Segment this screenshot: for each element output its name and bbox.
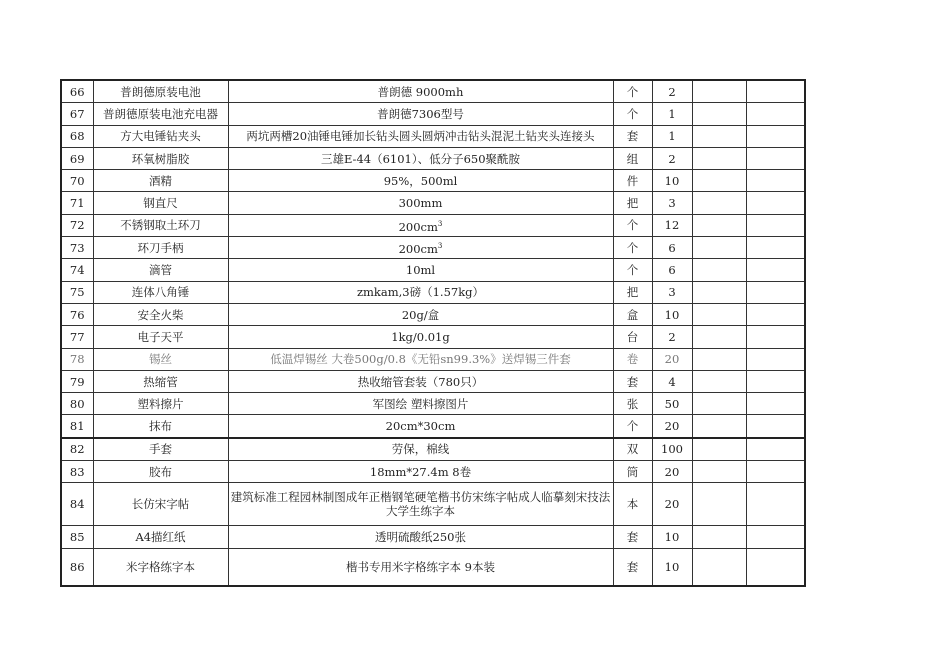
item-unit-text: 盒 <box>626 307 639 322</box>
empty-cell[interactable] <box>692 214 746 236</box>
row-number-cell[interactable] <box>61 348 93 370</box>
item-unit-text: 套 <box>626 374 639 389</box>
item-unit-cell[interactable] <box>613 303 652 325</box>
item-qty-text: 20 <box>664 419 680 434</box>
item-unit-cell[interactable] <box>613 125 652 147</box>
empty-cell[interactable] <box>692 393 746 415</box>
item-spec-cell[interactable] <box>228 348 613 370</box>
row-number-cell[interactable] <box>61 170 93 192</box>
item-qty-text: 6 <box>668 240 676 255</box>
item-qty-text: 1 <box>668 106 676 121</box>
empty-cell[interactable] <box>692 147 746 169</box>
row-number-text: 73 <box>69 240 85 255</box>
row-number-text: 86 <box>69 559 85 574</box>
table-row <box>61 237 805 259</box>
item-spec-text: 透明硫酸纸250张 <box>375 529 466 544</box>
item-spec-text: 普朗德7306型号 <box>377 106 464 121</box>
item-unit-cell[interactable] <box>613 461 652 483</box>
item-qty-cell[interactable] <box>652 415 692 438</box>
item-unit-cell[interactable] <box>613 526 652 548</box>
empty-cell[interactable] <box>692 281 746 303</box>
item-spec-text: 10ml <box>405 263 436 278</box>
item-qty-cell[interactable] <box>652 461 692 483</box>
item-name-cell[interactable] <box>93 326 228 348</box>
item-qty-cell[interactable] <box>652 125 692 147</box>
empty-cell[interactable] <box>746 192 805 214</box>
item-qty-text: 2 <box>668 84 676 99</box>
row-number-cell[interactable] <box>61 483 93 526</box>
item-name-cell[interactable] <box>93 170 228 192</box>
item-unit-cell[interactable] <box>613 393 652 415</box>
empty-cell[interactable] <box>692 237 746 259</box>
row-number-cell[interactable] <box>61 438 93 461</box>
row-number-cell[interactable] <box>61 281 93 303</box>
row-number-cell[interactable] <box>61 370 93 392</box>
item-qty-text: 2 <box>668 329 676 344</box>
empty-cell[interactable] <box>746 170 805 192</box>
table-row <box>61 438 805 461</box>
item-qty-cell[interactable] <box>652 80 692 103</box>
item-unit-text: 张 <box>626 396 639 411</box>
item-qty-text: 1 <box>668 129 676 144</box>
table-row <box>61 326 805 348</box>
empty-cell[interactable] <box>746 259 805 281</box>
row-number-text: 69 <box>69 151 85 166</box>
item-name-text: 环刀手柄 <box>137 240 184 255</box>
row-number-text: 77 <box>69 329 85 344</box>
item-unit-text: 双 <box>626 442 639 457</box>
empty-cell[interactable] <box>746 237 805 259</box>
item-unit-cell[interactable] <box>613 438 652 461</box>
item-unit-cell[interactable] <box>613 80 652 103</box>
item-unit-text: 套 <box>626 559 639 574</box>
item-spec-text: 20cm*30cm <box>385 419 456 434</box>
item-qty-cell[interactable] <box>652 214 692 236</box>
item-unit-cell[interactable] <box>613 370 652 392</box>
empty-cell[interactable] <box>746 125 805 147</box>
table-row <box>61 461 805 483</box>
item-name-cell[interactable] <box>93 526 228 548</box>
row-number-text: 83 <box>69 464 85 479</box>
row-number-cell[interactable] <box>61 147 93 169</box>
row-number-text: 71 <box>69 196 85 211</box>
item-unit-cell[interactable] <box>613 147 652 169</box>
item-spec-text: 楷书专用米字格练字本 9本装 <box>346 559 495 574</box>
item-name-cell[interactable] <box>93 237 228 259</box>
row-number-cell[interactable] <box>61 192 93 214</box>
item-unit-text: 卷 <box>626 352 639 367</box>
item-name-cell[interactable] <box>93 483 228 526</box>
table-row <box>61 170 805 192</box>
empty-cell[interactable] <box>692 438 746 461</box>
row-number-cell[interactable] <box>61 303 93 325</box>
item-qty-cell[interactable] <box>652 303 692 325</box>
item-qty-cell[interactable] <box>652 483 692 526</box>
item-name-cell[interactable] <box>93 548 228 586</box>
item-qty-cell[interactable] <box>652 103 692 125</box>
empty-cell[interactable] <box>746 415 805 438</box>
empty-cell[interactable] <box>746 526 805 548</box>
item-spec-cell[interactable] <box>228 125 613 147</box>
item-table <box>60 79 806 587</box>
item-qty-cell[interactable] <box>652 281 692 303</box>
item-qty-cell[interactable] <box>652 438 692 461</box>
item-qty-text: 10 <box>664 529 680 544</box>
item-name-text: 锡丝 <box>149 352 172 367</box>
item-spec-text: 普朗德 9000mh <box>377 84 464 99</box>
empty-cell[interactable] <box>692 303 746 325</box>
item-unit-cell[interactable] <box>613 170 652 192</box>
empty-cell[interactable] <box>746 214 805 236</box>
item-name-cell[interactable] <box>93 259 228 281</box>
item-name-text: 胶布 <box>149 464 172 479</box>
row-number-text: 67 <box>69 106 85 121</box>
row-number-cell[interactable] <box>61 214 93 236</box>
empty-cell[interactable] <box>746 303 805 325</box>
empty-cell[interactable] <box>746 548 805 586</box>
item-qty-text: 20 <box>664 464 680 479</box>
empty-cell[interactable] <box>746 147 805 169</box>
item-qty-text: 20 <box>664 497 680 512</box>
item-name-text: 普朗德原装电池充电器 <box>103 106 218 121</box>
item-qty-text: 10 <box>664 173 680 188</box>
item-unit-cell[interactable] <box>613 483 652 526</box>
item-spec-text: 两坑两槽20油锤电锤加长钻头圆头圆炳冲击钻头混泥土钻夹头连接头 <box>246 129 595 144</box>
item-spec-cell[interactable] <box>228 281 613 303</box>
empty-cell[interactable] <box>746 461 805 483</box>
item-name-text: 方大电锤钻夹头 <box>120 129 201 144</box>
item-unit-text: 个 <box>626 419 639 434</box>
row-number-text: 76 <box>69 307 85 322</box>
item-spec-cell[interactable] <box>228 237 613 259</box>
empty-cell[interactable] <box>746 80 805 103</box>
item-unit-cell[interactable] <box>613 214 652 236</box>
item-unit-cell[interactable] <box>613 548 652 586</box>
row-number-cell[interactable] <box>61 103 93 125</box>
item-spec-text: 300mm <box>398 196 443 211</box>
item-name-cell[interactable] <box>93 281 228 303</box>
item-unit-cell[interactable] <box>613 103 652 125</box>
item-unit-cell[interactable] <box>613 192 652 214</box>
item-spec-cell[interactable] <box>228 461 613 483</box>
row-number-text: 72 <box>69 218 85 233</box>
row-number-text: 66 <box>69 84 85 99</box>
empty-cell[interactable] <box>746 281 805 303</box>
row-number-cell[interactable] <box>61 125 93 147</box>
item-spec-cell[interactable] <box>228 415 613 438</box>
item-unit-cell[interactable] <box>613 237 652 259</box>
item-name-cell[interactable] <box>93 125 228 147</box>
item-spec-cell[interactable] <box>228 303 613 325</box>
item-name-cell[interactable] <box>93 348 228 370</box>
item-name-cell[interactable] <box>93 103 228 125</box>
item-spec-cell[interactable] <box>228 526 613 548</box>
item-unit-text: 个 <box>626 218 639 233</box>
row-number-text: 79 <box>69 374 85 389</box>
table-row <box>61 80 805 103</box>
item-spec-cell[interactable] <box>228 170 613 192</box>
item-unit-cell[interactable] <box>613 281 652 303</box>
table-row <box>61 393 805 415</box>
row-number-cell[interactable] <box>61 548 93 586</box>
item-name-cell[interactable] <box>93 438 228 461</box>
item-name-text: A4描红纸 <box>135 529 186 544</box>
item-name-text: 钢直尺 <box>143 196 178 211</box>
row-number-cell[interactable] <box>61 326 93 348</box>
item-name-text: 塑料擦片 <box>137 396 184 411</box>
empty-cell[interactable] <box>692 526 746 548</box>
table-row <box>61 370 805 392</box>
row-number-cell[interactable] <box>61 393 93 415</box>
item-qty-text: 50 <box>664 396 680 411</box>
empty-cell[interactable] <box>746 483 805 526</box>
item-spec-text: 建筑标准工程园林制图成年正楷钢笔硬笔楷书仿宋练字帖成人临摹刻宋技法大学生练字本 <box>230 490 611 519</box>
item-name-cell[interactable] <box>93 192 228 214</box>
item-qty-text: 100 <box>661 442 683 457</box>
item-spec-text: 200cm <box>398 219 438 234</box>
item-name-text: 热缩管 <box>143 374 178 389</box>
table-row <box>61 483 805 526</box>
row-number-text: 70 <box>69 173 85 188</box>
item-qty-text: 10 <box>664 559 680 574</box>
item-qty-cell[interactable] <box>652 237 692 259</box>
item-spec-text: 18mm*27.4m 8卷 <box>369 464 472 479</box>
item-unit-text: 个 <box>626 84 639 99</box>
row-number-text: 74 <box>69 263 85 278</box>
item-name-text: 酒精 <box>149 173 172 188</box>
row-number-cell[interactable] <box>61 526 93 548</box>
item-name-text: 安全火柴 <box>137 307 184 322</box>
item-unit-text: 套 <box>626 529 639 544</box>
item-unit-text: 件 <box>626 173 639 188</box>
empty-cell[interactable] <box>746 348 805 370</box>
table-row <box>61 415 805 438</box>
row-number-cell[interactable] <box>61 415 93 438</box>
item-name-text: 普朗德原装电池 <box>120 84 201 99</box>
item-unit-text: 筒 <box>626 464 639 479</box>
item-unit-text: 套 <box>626 129 639 144</box>
item-qty-cell[interactable] <box>652 326 692 348</box>
table-row <box>61 548 805 586</box>
item-qty-text: 2 <box>668 151 676 166</box>
table-row <box>61 192 805 214</box>
row-number-text: 82 <box>69 442 85 457</box>
item-spec-text: 三雄E-44（6101）、低分子650聚酰胺 <box>320 151 521 166</box>
item-spec-cell[interactable] <box>228 326 613 348</box>
item-unit-text: 把 <box>626 285 639 300</box>
row-number-text: 85 <box>69 529 85 544</box>
item-spec-cell[interactable] <box>228 438 613 461</box>
row-number-cell[interactable] <box>61 237 93 259</box>
item-spec-text: 20g/盒 <box>401 307 440 322</box>
item-spec-text: 95%，500ml <box>383 173 458 188</box>
item-unit-text: 个 <box>626 263 639 278</box>
item-unit-cell[interactable] <box>613 348 652 370</box>
item-spec-cell[interactable] <box>228 103 613 125</box>
table-row <box>61 303 805 325</box>
item-qty-text: 3 <box>668 285 676 300</box>
item-qty-cell[interactable] <box>652 170 692 192</box>
item-spec-cell[interactable] <box>228 370 613 392</box>
item-name-text: 长仿宋字帖 <box>131 497 190 512</box>
item-name-cell[interactable] <box>93 393 228 415</box>
item-unit-cell[interactable] <box>613 326 652 348</box>
row-number-text: 81 <box>69 419 85 434</box>
empty-cell[interactable] <box>692 259 746 281</box>
item-unit-text: 个 <box>626 240 639 255</box>
superscript-text: 3 <box>437 220 443 229</box>
item-name-cell[interactable] <box>93 147 228 169</box>
item-name-cell[interactable] <box>93 214 228 236</box>
item-qty-cell[interactable] <box>652 259 692 281</box>
item-spec-text: zmkam,3磅（1.57kg） <box>356 285 485 300</box>
item-spec-cell[interactable] <box>228 214 613 236</box>
item-qty-cell[interactable] <box>652 548 692 586</box>
item-spec-cell[interactable] <box>228 147 613 169</box>
item-unit-text: 台 <box>626 329 639 344</box>
row-number-text: 78 <box>69 352 85 367</box>
item-name-cell[interactable] <box>93 80 228 103</box>
item-name-cell[interactable] <box>93 303 228 325</box>
table-row <box>61 103 805 125</box>
item-qty-text: 12 <box>664 218 680 233</box>
row-number-text: 84 <box>69 497 85 512</box>
table-row <box>61 281 805 303</box>
item-name-cell[interactable] <box>93 415 228 438</box>
item-spec-text: 低温焊锡丝 大卷500g/0.8《无铅sn99.3%》送焊锡三件套 <box>270 352 571 367</box>
item-name-text: 连体八角锤 <box>131 285 190 300</box>
item-spec-cell[interactable] <box>228 192 613 214</box>
item-spec-cell[interactable] <box>228 80 613 103</box>
empty-cell[interactable] <box>692 483 746 526</box>
empty-cell[interactable] <box>692 103 746 125</box>
item-name-text: 抹布 <box>149 419 172 434</box>
item-unit-text: 把 <box>626 196 639 211</box>
row-number-text: 68 <box>69 129 85 144</box>
item-qty-cell[interactable] <box>652 348 692 370</box>
table-row <box>61 214 805 236</box>
item-name-text: 电子天平 <box>137 329 184 344</box>
item-table-body <box>61 80 805 586</box>
empty-cell[interactable] <box>692 461 746 483</box>
superscript-text: 3 <box>437 242 443 251</box>
item-qty-text: 20 <box>664 352 680 367</box>
item-qty-cell[interactable] <box>652 526 692 548</box>
empty-cell[interactable] <box>746 103 805 125</box>
empty-cell[interactable] <box>746 438 805 461</box>
item-name-text: 环氧树脂胶 <box>131 151 190 166</box>
empty-cell[interactable] <box>692 548 746 586</box>
empty-cell[interactable] <box>692 80 746 103</box>
row-number-text: 75 <box>69 285 85 300</box>
empty-cell[interactable] <box>692 192 746 214</box>
item-name-cell[interactable] <box>93 370 228 392</box>
empty-cell[interactable] <box>692 125 746 147</box>
item-name-text: 滴管 <box>149 263 172 278</box>
item-spec-cell[interactable] <box>228 259 613 281</box>
item-qty-cell[interactable] <box>652 370 692 392</box>
row-number-text: 80 <box>69 396 85 411</box>
empty-cell[interactable] <box>692 415 746 438</box>
item-qty-cell[interactable] <box>652 192 692 214</box>
table-row <box>61 147 805 169</box>
item-name-text: 米字格练字本 <box>126 559 195 574</box>
table-row <box>61 125 805 147</box>
item-spec-cell[interactable] <box>228 483 613 526</box>
empty-cell[interactable] <box>692 326 746 348</box>
item-qty-cell[interactable] <box>652 393 692 415</box>
empty-cell[interactable] <box>692 348 746 370</box>
table-row <box>61 259 805 281</box>
empty-cell[interactable] <box>746 370 805 392</box>
item-unit-text: 个 <box>626 106 639 121</box>
item-qty-text: 4 <box>668 374 676 389</box>
item-name-text: 手套 <box>149 442 172 457</box>
table-row <box>61 526 805 548</box>
empty-cell[interactable] <box>692 370 746 392</box>
item-unit-text: 本 <box>626 497 639 512</box>
row-number-cell[interactable] <box>61 80 93 103</box>
item-qty-text: 6 <box>668 263 676 278</box>
item-unit-cell[interactable] <box>613 259 652 281</box>
item-qty-cell[interactable] <box>652 147 692 169</box>
item-spec-cell[interactable] <box>228 548 613 586</box>
item-spec-text: 1kg/0.01g <box>391 329 450 344</box>
item-spec-cell[interactable] <box>228 393 613 415</box>
item-spec-text: 军图绘 塑料擦图片 <box>372 396 469 411</box>
item-name-cell[interactable] <box>93 461 228 483</box>
item-qty-text: 10 <box>664 307 680 322</box>
item-spec-text: 热收缩管套装（780只） <box>357 374 484 389</box>
row-number-cell[interactable] <box>61 461 93 483</box>
table-row <box>61 348 805 370</box>
item-spec-text: 劳保，棉线 <box>391 442 450 457</box>
empty-cell[interactable] <box>746 393 805 415</box>
item-qty-text: 3 <box>668 196 676 211</box>
row-number-cell[interactable] <box>61 259 93 281</box>
empty-cell[interactable] <box>692 170 746 192</box>
item-name-text: 不锈钢取土环刀 <box>120 218 201 233</box>
item-unit-cell[interactable] <box>613 415 652 438</box>
item-spec-text: 200cm <box>398 242 438 257</box>
empty-cell[interactable] <box>746 326 805 348</box>
item-unit-text: 组 <box>626 151 639 166</box>
